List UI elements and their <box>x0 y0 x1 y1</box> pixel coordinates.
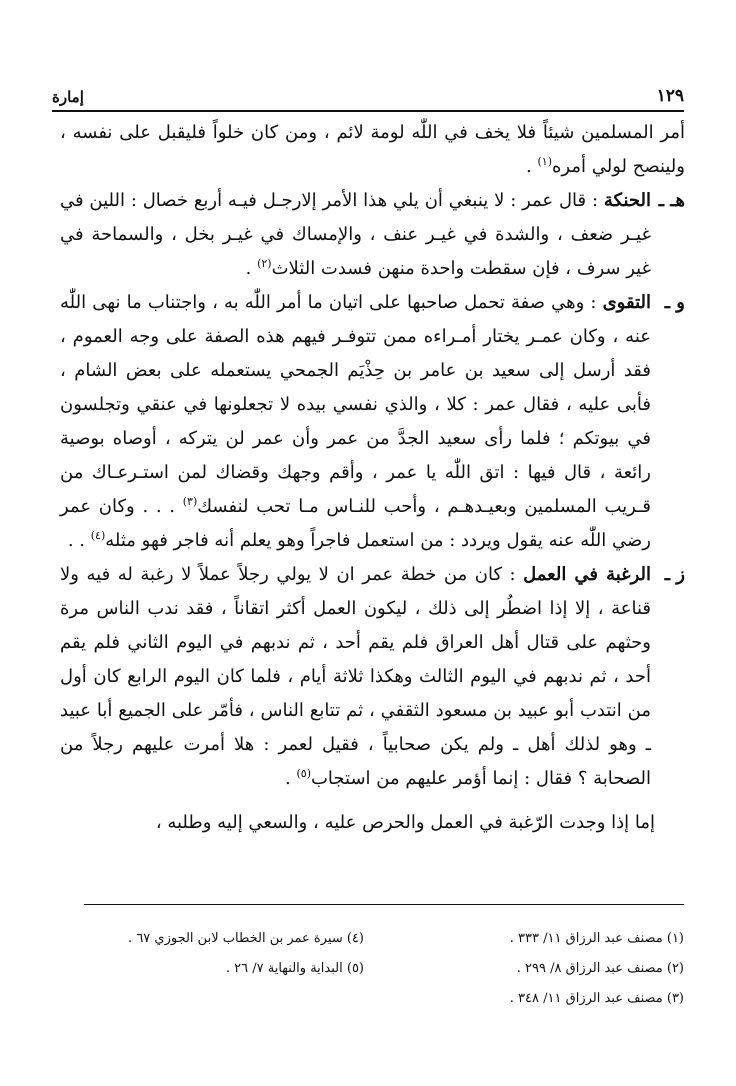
list-marker: هـ ـ <box>658 190 685 211</box>
paragraph-tail: . <box>285 768 297 789</box>
paragraph-tail: . <box>245 258 258 279</box>
paragraph-final <box>60 806 685 840</box>
page-number: ١٢٩ <box>656 86 684 106</box>
footnote-ref: (٢) <box>257 257 272 270</box>
footnote-rule <box>84 904 684 905</box>
section-term: التقوى <box>602 292 651 313</box>
footnote-3: (٣) مصنف عبد الرزاق ١١/ ٣٤٨ . <box>509 991 684 1006</box>
footnote-5: (٥) البداية والنهاية ٧/ ٢٦ . <box>225 961 364 976</box>
footnote-ref: (٤) <box>90 529 106 542</box>
running-header <box>52 84 684 106</box>
paragraph-text: : قال عمر : لا ينبغي أن يلي هذا الأمر إلارجـل فيـه أربع خصال : اللين في غيـر ضعف ، والشدة في غيـر عنف ، والإمساك في غيـر بخل ، والسماحة في غير سرف ، فإن سقطت واحدة منهن فسدت الثلاث <box>60 190 651 279</box>
paragraph-text: : وهي صفة تحمل صاحبها على اتيان ما أمر اللّٰه به ، واجتناب ما نهى اللّٰه عنه ، وكان عمـر يختار أمـراءه ممن تتوفـر فيهم هذه الصفة على وجه العموم ، فقد أرسل إلى سعيد بن عامر بن حِذْيَم الجمحي يستعمله على بعض الشام ، فأبى عليه ، فقال عمر : كلا ، والذي نفسي بيده لا تجعلونها في عنقي وتجلسون في بيوتكم ؛ فلما رأى سعيد الجدَّ من عمر وأن عمر لن يتركه ، أوصاه بوصية رائعة ، قال فيها : اتق اللّٰه يا عمر ، وأقم وجهك وقضاك لمن استـرعـاك من قـريب المسلمين وبعيـدهـم ، وأحب للنـاس مـا تحب لنفسك <box>60 292 651 517</box>
paragraph-hakna <box>60 184 685 286</box>
header-rule <box>52 110 684 112</box>
footnote-4: (٤) سيرة عمر بن الخطاب لابن الجوزي ٦٧ . <box>128 931 364 946</box>
list-marker: و ـ <box>664 292 685 313</box>
footnote-ref: (٥) <box>296 767 311 780</box>
footnote-ref: (٣) <box>182 495 198 508</box>
list-marker: ز ـ <box>664 564 685 585</box>
paragraph-tail: . <box>526 156 538 177</box>
paragraph-raghba <box>60 558 685 796</box>
footnote-2: (٢) مصنف عبد الرزاق ٨/ ٢٩٩ . <box>516 961 684 976</box>
main-text <box>60 116 685 840</box>
section-term: الحنكة <box>603 190 651 211</box>
paragraph-text: : كان من خطة عمر ان لا يولي رجلاً عملاً لا رغبة له فيه ولا قناعة ، إلا إذا اضطُر إلى ذلك ، ليكون العمل أكثر اتقاناً ، فقد ندب الناس مرة وحثهم على قتال أهل العراق فلم يقم أحد ، ثم ندبهم في اليوم الثاني فلم يقم أحد ، ثم ندبهم في اليوم الثالث وهكذا ثلاثة أيام ، فلما كان اليوم الرابع كان أول من انتدب أبو عبيد بن مسعود الثقفي ، ثم تتابع الناس ، فأمّر على الجميع أبا عبيد ـ وهو لذلك أهل ـ ولم يكن صحابياً ، فقيل لعمر : هلا أمرت عليهم رجلاً من الصحابة ؟ فقال : إنما أؤمر عليهم من استجاب <box>60 564 651 789</box>
paragraph-taqwa <box>60 286 685 558</box>
paragraph-text-continued: . . . وكان عمر رضي اللّٰه عنه يقول ويردد : من استعمل فاجراً وهو يعلم أنه فاجر فهو مثله <box>60 496 651 551</box>
footnote-1: (١) مصنف عبد الرزاق ١١/ ٣٣٣ . <box>509 931 684 946</box>
paragraph-1 <box>60 116 685 184</box>
paragraph-text: أمر المسلمين شيئاً فلا يخف في اللّٰه لومة لائم ، ومن كان خلواً فليقبل على نفسه ، ولينصح لولي أمره <box>60 122 685 177</box>
footnote-ref: (١) <box>537 155 552 168</box>
section-term: الرغبة في العمل <box>523 564 651 585</box>
paragraph-tail: . . <box>67 530 91 551</box>
header-title: إمارة <box>52 88 84 106</box>
paragraph-text: إما إذا وجدت الرّغبة في العمل والحرص عليه ، والسعي إليه وطلبه ، <box>155 812 655 833</box>
